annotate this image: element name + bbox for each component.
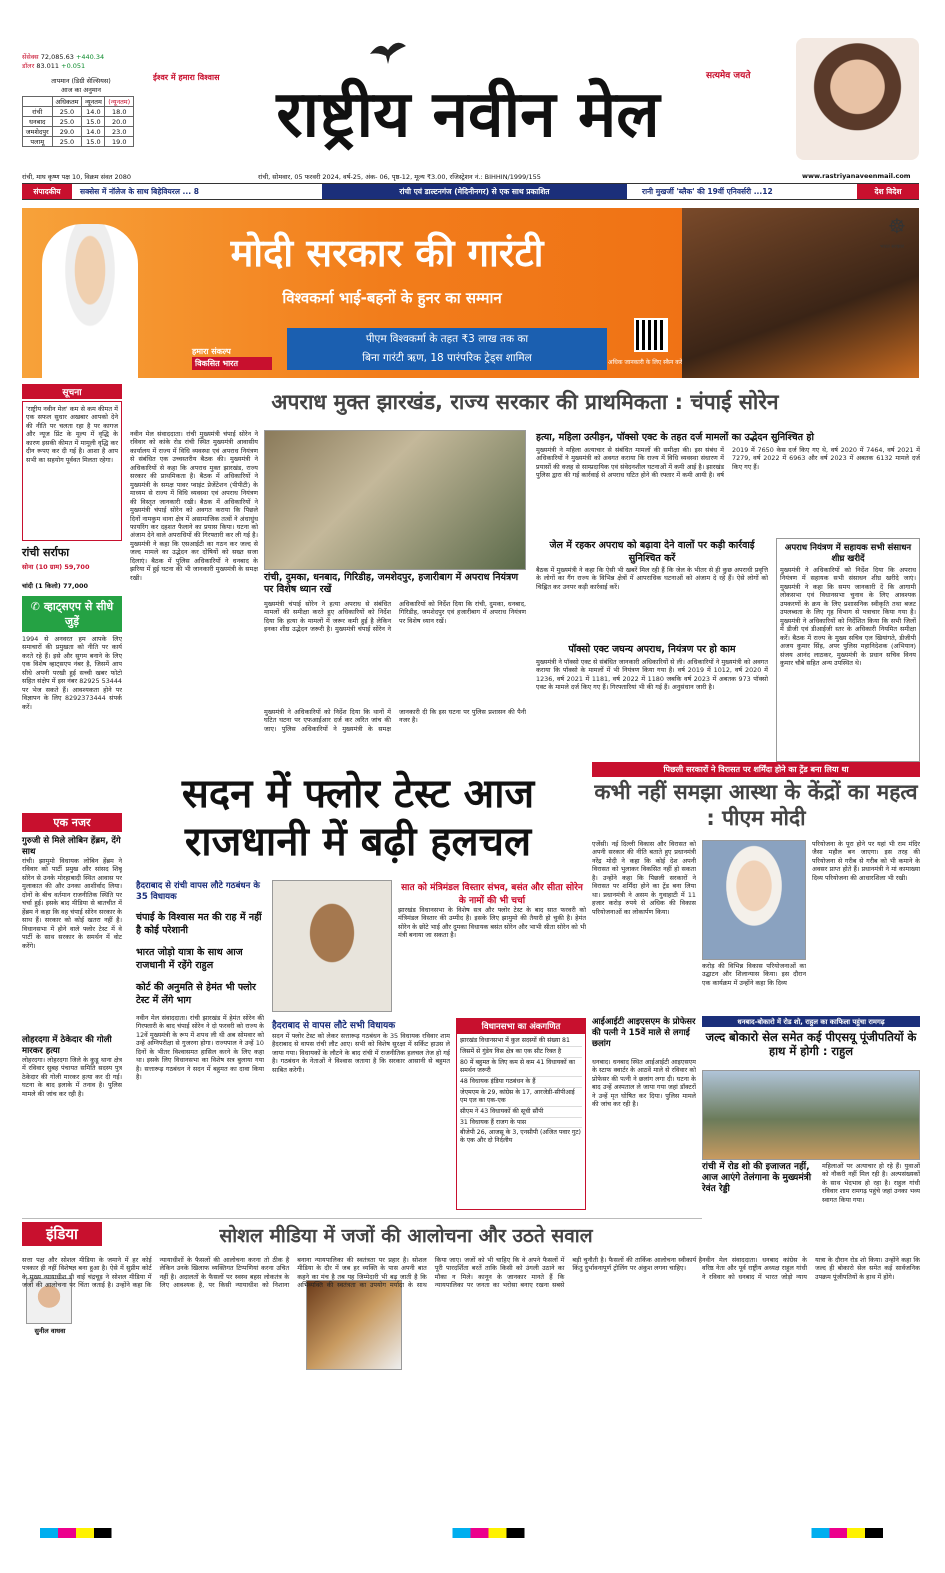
main-side-box (776, 538, 920, 762)
ticker-item-2: रांची एवं डाल्टनगंज (मेदिनीनगर) से एक साथ प्रकाशित (322, 184, 627, 199)
weather-row: जमशेदपुर 29.0 14.0 23.0 (23, 127, 134, 137)
main-text-7: मुख्यमंत्री ने अधिकारियों को निर्देश दिया कि अपराध नियंत्रण में सहायक सभी संसाधन शीघ्र खरीदे जाएं। मुख्यमंत्री ने कहा कि समय जानकारी दें कि आगामी लोकसभा एवं विधानसभा चुनाव के लिए आवश्यक उपकरणों के क्रय के लिए प्रशासनिक स्वीकृति तथा बजट उपलब्धता के लिए गृह विभाग से पत्राचार किया गया है। मुख्यमंत्री ने अधिकारियों को निर्देशित किया कि सभी जिलों में डीजी एवं डीआईजी स्तर के अधिकारी नियमित समीक्षा करें। बैठक में राज्य के मुख्य सचिव एल खियांगते, डीजीपी अजय कुमार सिंह, अपर पुलिस महानिदेशक (अभियान) संजय आनंद लाठकर, मुख्यमंत्री के प्रधान सचिव विनय कुमार चौबे सहित अन्य उपस्थित थे। (780, 566, 916, 667)
list-item: झारखंड विधानसभा में कुल सदस्यों की संख्या 81 (460, 1036, 582, 1047)
ticker-item-1: सक्सेस में नॉलेज के साथ बिहेवियरल ... 8 (80, 187, 199, 196)
weather-subtitle: आज का अनुमान (60, 86, 102, 94)
modi-headline: कभी नहीं समझा आस्था के केंद्रों का महत्व : पीएम मोदी (594, 780, 918, 830)
bokaro-headline: जल्द बोकारो सेल समेत कई पीएसयू पूंजीपतियों के हाथ में होगी : राहुल (705, 1030, 917, 1059)
main-text-2: मुख्यमंत्री चंपाई सोरेन ने हत्या अपराध से संबंधित मामलों की समीक्षा करते हुए अधिकारियों को निर्देश दिया कि हत्या के मामलों में जरूर कमी हुई है लेकिन इनका शीघ्र उद्भेदन जरूरी है। मुख्यमंत्री चंपाई सोरेन ने अधिकारियों को निर्देश दिया कि रांची, दुमका, धनबाद, गिरिडीह, जमशेदपुर एवं हजारीबाग में अपराध नियंत्रण पर विशेष ध्यान रखें। (264, 600, 526, 634)
floor-text-3: सदन में फ्लोर टेस्ट को लेकर सत्तारूढ़ गठबंधन के 35 विधायक रविवार शाम हैदराबाद से वापस रांची लौट आए। सभी को विशेष सुरक्षा में सर्किट हाउस ले जाया गया। विधायकों के लौटने के बाद रांची में राजनीतिक हलचल तेज हो गई है। गठबंधन के नेताओं ने विश्वास जताया है कि सरकार आसानी से बहुमत साबित करेगी। (272, 1032, 450, 1074)
ad-banner (22, 208, 919, 378)
sarafa-title: रांची सर्राफा (22, 546, 70, 559)
ad-offer (287, 328, 607, 370)
whatsapp-text: 1994 से अनवरत हम आपके लिए समाचारों की प्रमुखता को नीति पर कार्य करते रहे हैं। इसे और सुगम बनाने के लिए एक विशेष व्हाट्सएप नंबर है, जिसमें आप सीधे अपनी परखी हुई सच्ची खबर फोटो सहित संक्षेप में इस नंबर 82925 53444 पर भेज सकते हैं। आवश्यकता होने पर विज्ञापन के लिए 8292373444 संपर्क करें। (22, 635, 122, 711)
bokaro-text-4: नवीन मेल संवाददाता। धनबाद कांग्रेस के वरिष्ठ नेता और पूर्व राष्ट्रीय अध्यक्ष राहुल गांधी ने रविवार को धनबाद में भारत जोड़ो न्याय यात्रा के दौरान रोड शो किया। उन्होंने कहा कि जल्द ही बोकारो सेल समेत कई सार्वजनिक उपक्रम पूंजीपतियों के हाथ में होंगे। (702, 1256, 920, 1281)
india-badge: इंडिया (22, 1222, 102, 1246)
assembly-box-title: विधानसभा का अंकगणित (457, 1019, 585, 1034)
dateline-left: रांची, माघ कृष्ण पक्ष 10, विक्रम संवत 2080 (22, 173, 132, 181)
nazar-title: एक नजर (22, 813, 122, 832)
masthead-motto: सत्यमेव जयते (706, 71, 751, 81)
main-sub-4: अपराध नियंत्रण में सहायक सभी संसाधन शीघ्र खरीदें (784, 543, 912, 564)
ticker-left: संपादकीय (22, 184, 72, 199)
floor-headline-2: राजधानी में बढ़ी हलचल (184, 818, 532, 865)
sensex-label: सेंसेक्स (22, 53, 39, 61)
nazar-headline-1: गुरुजी से मिले लोबिन हेंब्रम, देंगे साथ (22, 836, 121, 857)
ticker-right: देश विदेश (857, 184, 919, 199)
india-author: सुनील वाधवा (34, 1327, 66, 1335)
floor-sub-3: कोर्ट की अनुमति से हेमंत भी फ्लोर टेस्ट में लेंगे भाग (136, 982, 256, 1006)
bokaro-photo-caption: रांची में रोड शो की इजाजत नहीं, आज आएंगे तेलंगाना के मुख्यमंत्री रेवंत रेड्डी (702, 1162, 812, 1194)
ad-offer-line1: पीएम विश्वकर्मा के तहत ₹3 लाख तक का (365, 333, 529, 345)
list-item: सीएम ने 43 विधायकों की सूची सौंपी (460, 1107, 582, 1118)
list-item: जिसमें से गुंडेय विस क्षेत्र का एक सीट रिक्त है (460, 1047, 582, 1058)
main-headline: अपराध मुक्त झारखंड, राज्य सरकार की प्राथमिकता : चंपाई सोरेन (271, 390, 779, 414)
sensex-change: +440.34 (75, 53, 105, 61)
list-item: 31 विधायक हैं राजग के पास (460, 1118, 582, 1129)
india-headline: सोशल मीडिया में जजों की आलोचना और उठते सवाल (219, 1225, 593, 1247)
modi-photo (702, 840, 806, 960)
main-sub-3: पॉक्सो एक्ट जघन्य अपराध, नियंत्रण पर हो काम (568, 644, 736, 655)
floor-text-1: नवीन मेल संवाददाता। रांची झारखंड में हेमंत सोरेन की गिरफ्तारी के बाद चंपाई सोरेन ने दो फरवरी को राज्य के 12वें मुख्यमंत्री के रूप में शपथ ली थी अब सोमवार को उन्हें अग्निपरीक्षा से गुजरना होगा। राज्यपाल ने उन्हें 10 दिनों के भीतर विश्वासमत हासिल करने के लिए कहा था। इसके लिए विधानसभा का विशेष सत्र बुलाया गया है। सत्तारूढ़ गठबंधन ने सदन में बहुमत का दावा किया है। (136, 1014, 264, 1082)
weather-title: तापमान (डिग्री सेल्सियस) (51, 77, 111, 85)
floor-red-sub: सात को मंत्रिमंडल विस्तार संभव, बसंत और सीता सोरेन के नामों की भी चर्चा (401, 883, 583, 906)
whatsapp-icon: ✆ (30, 600, 41, 613)
assembly-box (456, 1018, 586, 1210)
market-box (22, 52, 147, 70)
emblem-note: भारत सरकार (880, 244, 904, 250)
notice-title: सूचना (22, 384, 122, 399)
registration-bar (22, 1528, 919, 1538)
ad-title: मोदी सरकार की गारंटी (230, 231, 544, 275)
bird-logo (368, 36, 408, 66)
india-text: सत्ता पक्ष और सोशल मीडिया के जमाने में हर कोई पत्रकार ही नहीं विशेषज्ञ बना हुआ है। ऐसे में सुप्रीम कोर्ट के मुख्य न्यायाधीश डी वाई चंद्रचूड़ ने सोशल मीडिया में जजों की आलोचना पर चिंता जताई है। उन्होंने कहा कि न्यायाधीशों के फैसलों की आलोचना करना तो ठीक है लेकिन उनके खिलाफ व्यक्तिगत टिप्पणियां करना उचित नहीं है। अदालतों के फैसलों पर स्वस्थ बहस लोकतंत्र के लिए आवश्यक है, पर किसी न्यायाधीश को निशाना बनाना न्यायपालिका की स्वतंत्रता पर प्रहार है। सोशल मीडिया के दौर में जब हर व्यक्ति के पास अपनी बात कहने का मंच है तब यह जिम्मेदारी भी बढ़ जाती है कि अभिव्यक्ति की स्वतंत्रता का उपयोग मर्यादा के साथ किया जाए। जजों को भी चाहिए कि वे अपने फैसलों में पूरी पारदर्शिता बरतें ताकि किसी को उंगली उठाने का मौका न मिले। कानून के जानकार मानते हैं कि न्यायपालिका पर जनता का भरोसा बनाए रखना सबसे बड़ी चुनौती है। फैसलों की तार्किक आलोचना स्वीकार्य है किंतु दुर्भावनापूर्ण ट्रोलिंग पर अंकुश लगना चाहिए। (22, 1256, 702, 1290)
celebrity-photo (796, 38, 919, 160)
floor-sub-2: भारत जोड़ो यात्रा के साथ आज राजधानी में रहेंगे राहुल (136, 947, 243, 971)
champai-photo (272, 880, 392, 1012)
divider (22, 1218, 702, 1219)
assembly-list (457, 1034, 585, 1148)
main-sub-1: हत्या, महिला उत्पीड़न, पॉक्सो एक्ट के तहत दर्ज मामलों का उद्भेदन सुनिश्चित हो (536, 432, 814, 443)
weather-row: धनबाद 25.0 15.0 20.0 (23, 117, 134, 127)
website: www.rastriyanaveenmail.com (802, 172, 911, 180)
main-text-6: मुख्यमंत्री ने पॉक्सो एक्ट से संबंधित जानकारी अधिकारियों से ली। अधिकारियों ने मुख्यमंत्री को अवगत कराया कि पॉक्सो के मामलों में भी नियंत्रण किया गया है। वर्ष 2019 में 1012, वर्ष 2020 में 1236, वर्ष 2021 में 1181, वर्ष 2022 में 1180 जबकि वर्ष 2023 में अबतक 973 पॉक्सो एक्ट के मामले दर्ज किए गए हैं। गिरफ्तारियां भी की गई हैं। अनुसंधान जारी है। (536, 658, 768, 692)
silver-rate: चांदी (1 किलो) 77,000 (22, 582, 89, 590)
ad-offer-line2: बिना गारंटी ऋण, 18 पारंपरिक ट्रेड्स शामिल (362, 352, 532, 364)
floor-text-2: झारखंड विधानसभा के विशेष सत्र और फ्लोर टेस्ट के बाद सात फरवरी को मंत्रिमंडल विस्तार की उम्मीद है। इसके लिए झामुमो की तैयारी हो चुकी है। हेमंत सोरेन के छोटे भाई और दुमका विधायक बसंत सोरेन और भाभी सीता सोरेन को भी मंत्री बनाया जा सकता है। (398, 906, 586, 940)
whatsapp-box[interactable] (22, 596, 122, 632)
modi-kicker: पिछली सरकारों ने विरासत पर शर्मिंदा होने का ट्रेंड बना लिया था (592, 762, 920, 777)
masthead-tagline: ईश्वर में हमारा विश्वास (153, 73, 220, 82)
floor-headline-1: सदन में फ्लोर टेस्ट आज (181, 770, 535, 817)
main-text-1: नवीन मेल संवाददाता। रांची मुख्यमंत्री चंपाई सोरेन ने रविवार को कांके रोड रांची स्थित मुख्यमंत्री आवासीय कार्यालय में राज्य में विधि व्यवस्था एवं अपराध नियंत्रण से संबंधित एक उच्चस्तरीय बैठक की। मुख्यमंत्री ने अधिकारियों से कहा कि अपराध मुक्त झारखंड, राज्य सरकार की प्राथमिकता है। बैठक में अधिकारियों ने मुख्यमंत्री के समक्ष पावर प्वाइंट प्रेजेंटेशन (पीपीटी) के माध्यम से राज्य में विधि व्यवस्था एवं अपराध नियंत्रण की विस्तृत जानकारी रखी। बैठक में अधिकारियों ने मुख्यमंत्री चंपाई सोरेन को अवगत कराया कि पिछले दिनों नामकुम थाना क्षेत्र में असामाजिक तत्वों ने अंधाधुंध फायरिंग कर दहशत फैलाने का प्रयास किया। घटना को अंजाम देने वाले अपराधियों की गिरफ्तारी कर ली गई है। मुख्यमंत्री ने कहा कि एसआईटी का गठन कर जल्द से जल्द मामले का उद्भेदन कर दोषियों को सख्त सजा दिलाएं। बैठक में पुलिस अधिकारियों ने धनबाद के झरिया में हुई घटना की भी जानकारी मुख्यमंत्री के समक्ष रखी। (130, 430, 258, 582)
emblem-icon: ☸ (888, 214, 906, 238)
dollar-label: डॉलर (22, 62, 35, 70)
nazar-headline-2: लोहरदगा में ठेकेदार की गोली मारकर हत्या (22, 1035, 112, 1056)
list-item: 48 विधायक इंडिया गठबंधन के हैं (460, 1077, 582, 1088)
bokaro-text-5: महिलाओं पर अत्याचार हो रहे हैं। युवाओं को नौकरी नहीं मिल रही है। अल्पसंख्यकों के साथ भेदभाव हो रहा है। राहुल गांधी रविवार शाम रामगढ़ पहुंचे जहां उनका भव्य स्वागत किया गया। (822, 1162, 920, 1204)
whatsapp-title: व्हाट्सएप से सीधे जुड़ें (43, 600, 114, 628)
main-text-4: मुख्यमंत्री ने महिला अत्याचार से संबंधित मामलों की समीक्षा की। इस संबंध में अधिकारियों ने मुख्यमंत्री को अवगत कराया कि राज्य में विधि व्यवस्था संधारण में प्रयासों की वजह से साम्प्रदायिक एवं संवेदनशील घटनाओं में कमी आई है। झारखंड पुलिस द्वारा की गई कार्रवाई से अपराध घटित होने की रफ्तार में कमी आयी है। वर्ष 2019 में 7650 केस दर्ज किए गए थे, वर्ष 2020 में 7464, वर्ष 2021 में 7279, वर्ष 2022 में 6963 और वर्ष 2023 में अबतक 6132 मामले दर्ज किए गए हैं। (536, 446, 920, 480)
dateline: रांची, सोमवार, 05 फरवरी 2024, वर्ष-25, अंक- 06, पृष्ठ-12, मूल्य ₹3.00, रजिस्ट्रेशन नं.: BIHHIN/1999/155 (258, 173, 541, 181)
dollar-change: +0.051 (61, 62, 86, 70)
main-caption: रांची, दुमका, धनबाद, गिरिडीह, जमशेदपुर, हजारीबाग में अपराध नियंत्रण पर विशेष ध्यान रखें (264, 572, 519, 596)
nazar-text-2: लोहरदगा। लोहरदगा जिले के कुडू थाना क्षेत्र में रविवार सुबह पंचायत समिति सदस्य पुत्र ठेकेदार की गोली मारकर हत्या कर दी गई। घटना के बाद इलाके में तनाव है। पुलिस मामले की जांच कर रही है। (22, 1056, 122, 1098)
sensex-value: 72,085.63 (40, 53, 74, 61)
notice-text: 'राष्ट्रीय नवीन मेल' कम से कम कीमत में एक सफल सुधार अखबार आपको देने की नीति पर चलता रहा है पर कागज और न्यूज प्रिंट के मूल्य में वृद्धि के कारण इसकी कीमत में मामूली वृद्धि कर दीन रूपए कर दी गई है। आशा है आप सभी का सहयोग पूर्ववत मिलता रहेगा। (22, 401, 122, 541)
weather-row: रांची 25.0 14.0 18.0 (23, 107, 134, 117)
main-text-3: मुख्यमंत्री ने अधिकारियों को निर्देश दिया कि थानों में घटित घटना पर एफआईआर दर्ज कर त्वरित जांच की जाए। पुलिस अधिकारियों ने मुख्यमंत्री के समक्ष जानकारी दी कि इस घटना पर पुलिस प्रशासन की पैनी नजर है। (264, 708, 526, 733)
rally-photo (702, 1070, 920, 1160)
ad-subtitle: विश्वकर्मा भाई-बहनों के हुनर का सम्मान (282, 289, 502, 307)
list-item: बीजेपी 26, आजसू के 3, एनसीपी (अजित पवार गुट) के एक और दो निर्दलीय (460, 1129, 581, 1145)
nazar-text-1: रांची। झामुमो विधायक लोबिन हेंब्रम ने रविवार को पार्टी प्रमुख और सांसद शिबू सोरेन से उनके मोरहाबादी स्थित आवास पर मुलाकात की और उनका आशीर्वाद लिया। दोनों के बीच वर्तमान राजनीतिक स्थिति पर चर्चा हुई। इसके बाद मीडिया से बातचीत में हेंब्रम ने कहा कि वह चंपाई सोरेन सरकार के साथ हैं। सरकार को कोई खतरा नहीं है। विधानसभा में होने वाले फ्लोर टेस्ट में वे पार्टी के साथ सरकार के समर्थन में वोट करेंगे। (22, 857, 122, 950)
floor-sub-1: चंपाई के विश्वास मत की राह में नहीं है कोई परेशानी (136, 912, 262, 936)
ad-sankalp: हमारा संकल्प विकसित भारत (192, 346, 272, 370)
cm-meeting-photo (264, 430, 526, 570)
list-item: जेएमएम के 29, कांग्रेस के 17, आरजेडी-सीपीआई एम एल का एक-एक (460, 1088, 582, 1107)
floor-kicker: हैदराबाद से रांची वापस लौटे गठबंधन के 35 विधायक (136, 881, 260, 902)
qr-code[interactable] (634, 318, 668, 352)
modi-text-1: एजेंसी। नई दिल्ली विकास और विरासत को अपनी सरकार की नीति बताते हुए प्रधानमंत्री नरेंद्र मोदी ने कहा कि कोई देश अपनी विरासत को भुलाकर विकसित नहीं हो सकता है। उन्होंने कहा कि पिछली सरकारों ने विरासत पर शर्मिंदा होने का ट्रेंड बना लिया था। प्रधानमंत्री ने असम के गुवाहाटी में 11 हजार करोड़ रुपये से अधिक की विकास परियोजनाओं का लोकार्पण किया। (592, 840, 696, 916)
weather-box (22, 76, 140, 147)
modi-text-2: परियोजना के पूरा होने पर यहां भी राम मंदिर जैसा महौल बन जाएगा। इस तरह की परियोजना से गरीब से गरीब को भी कमाने के अवसर प्राप्त होते हैं। प्रधानमंत्री ने मां कामाख्या दिव्य परियोजना की आधारशिला भी रखी। (812, 840, 920, 882)
ticker-bar (22, 183, 919, 200)
main-text-5: बैठक में मुख्यमंत्री ने कहा कि ऐसी भी खबरें मिल रही हैं कि जेल के भीतर से ही कुछ अपराधी प्रवृत्ति के लोगों का गैंग राज्य के विभिन्न क्षेत्रों में आपराधिक घटनाओं को अंजाम दे रहे हैं। ऐसे लोगों को चिह्नित कर उनपर कड़ी कार्रवाई करें। (536, 566, 768, 591)
qr-note: अधिक जानकारी के लिए स्कैन करें (608, 359, 683, 366)
main-sub-2: जेल में रहकर अपराध को बढ़ावा देने वालों पर कड़ी कार्रवाई सुनिश्चित करें (549, 540, 755, 564)
ticker-item-3: रानी मुखर्जी 'ब्लैक' की 19वीं एनिवर्सरी ...12 (642, 187, 773, 196)
floor-sub-4: हैदराबाद से वापस लौटे सभी विधायक (272, 1021, 396, 1031)
bokaro-kicker: धनबाद-बोकारो में रोड शो, राहुल का काफिला पहुंचा रामगढ़ (702, 1016, 920, 1027)
modi-caption: करोड़ की विभिन्न विकास परियोजनाओं का उद्घाटन और शिलान्यास किया। इस दौरान एक कार्यक्रम में उन्होंने कहा कि दिव्य (702, 962, 806, 987)
list-item: 80 में बहुमत के लिए कम से कम 41 विधायकों का समर्थन जरूरी (460, 1058, 582, 1077)
weather-table: अधिकतम न्यूनतम (न्यूनतम) रांची 25.0 14.0 18.0 धनबाद 25.0 15.0 20.0 जमशेदपुर 29.0 14.0 23.0 पलामू 25.0 15.0 19.0 (22, 96, 134, 147)
left-column (22, 384, 122, 1154)
pm-photo (42, 224, 138, 378)
dollar-value: 83.011 (36, 62, 60, 70)
modi-text-3: धनबाद। धनबाद स्थित आईआईटी आइएसएम के स्टाफ क्वार्टर के आठवें माले से रविवार को प्रोफेसर की पत्नी ने छलांग लगा दी। घटना के बाद उन्हें अस्पताल ले जाया गया जहां डॉक्टरों ने उन्हें मृत घोषित कर दिया। पुलिस मामले की जांच कर रही है। (592, 1058, 696, 1109)
gold-rate: सोना (10 ग्राम) 59,700 (22, 563, 90, 571)
modi-sub: आईआईटी आइएसएम के प्रोफेसर की पत्नी ने 15वें माले से लगाई छलांग (592, 1017, 696, 1049)
masthead-title: राष्ट्रीय नवीन मेल (276, 77, 660, 152)
weather-row: पलामू 25.0 15.0 19.0 (23, 137, 134, 147)
